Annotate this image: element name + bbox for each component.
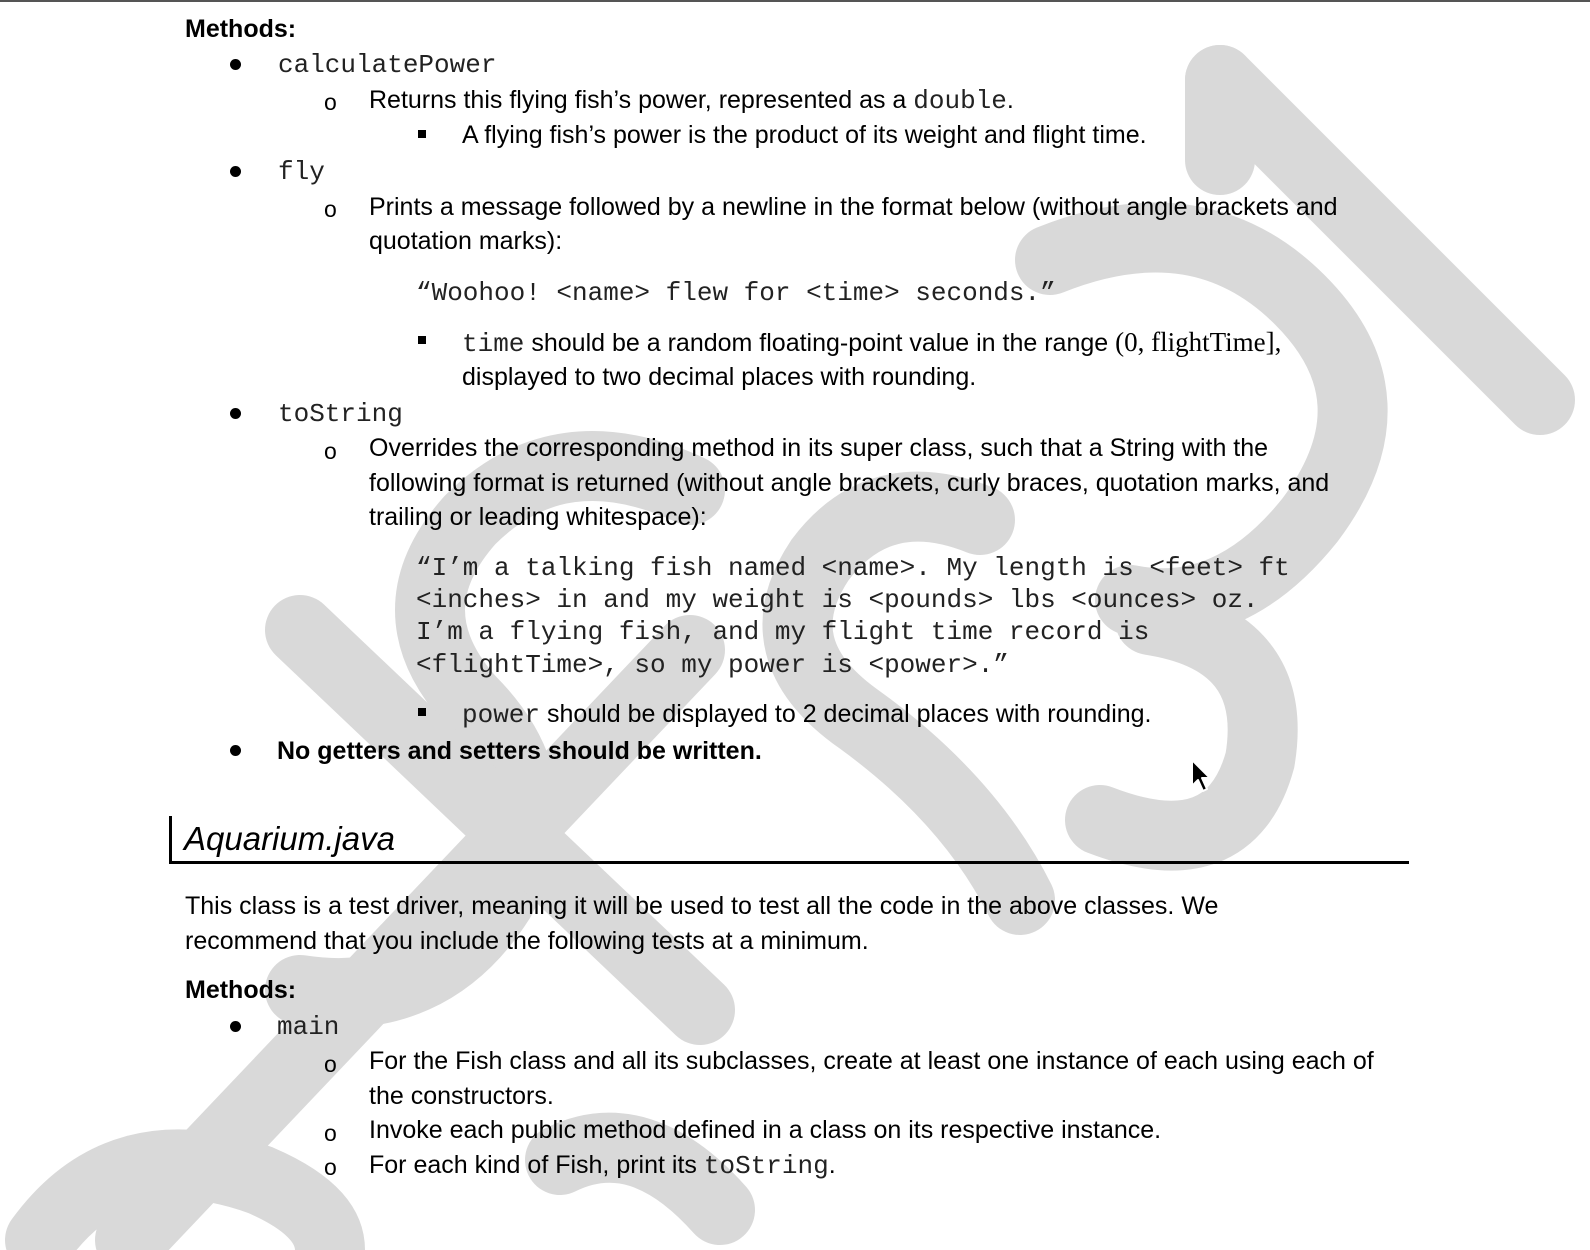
main-item1-line2: the constructors. (369, 1082, 554, 1110)
bullet-fly (230, 166, 241, 177)
time-code: time (462, 329, 525, 359)
methods-heading: Methods: (185, 15, 297, 43)
calc-desc-code: double (913, 86, 1007, 116)
main-item2: Invoke each public method defined in a class on its respective instance. (369, 1116, 1162, 1144)
sub-bullet: o (324, 89, 337, 115)
methods-heading-2: Methods: (185, 976, 297, 1004)
calc-desc-end: . (1006, 86, 1014, 114)
heading-left-bar (169, 816, 172, 863)
heading-underline (169, 861, 1409, 864)
sub-bullet: o (324, 1051, 337, 1077)
tostring-description-line3: trailing or leading whitespace): (369, 503, 707, 531)
bullet-main (230, 1021, 241, 1032)
calculate-power-description (369, 83, 1014, 118)
item3-end: . (828, 1151, 836, 1179)
sub-bullet: o (324, 196, 337, 222)
tostring-description-line1: Overrides the corresponding method in its super class, such that a String with the (369, 434, 1269, 462)
bullet-no-getters (230, 745, 241, 756)
mouse-cursor-icon (1190, 758, 1214, 794)
sub-bullet: o (324, 1154, 337, 1180)
time-range: (0, flightTime], (1115, 327, 1282, 357)
aquarium-intro-line2: recommend that you include the following tests at a minimum. (185, 927, 869, 955)
calculate-power-detail: A flying fish’s power is the product of its weight and flight time. (462, 121, 1147, 149)
item3-text: For each kind of Fish, print its (369, 1151, 704, 1179)
tostring-description-line2: following format is returned (without angle brackets, curly braces, quotation marks, and (369, 469, 1330, 497)
power-code: power (462, 700, 541, 730)
power-detail-text: should be displayed to 2 decimal places with rounding. (540, 700, 1152, 728)
method-name-calculate-power: calculatePower (278, 50, 497, 80)
tostring-format-line3: I’m a flying fish, and my flight time record is (416, 617, 1150, 647)
main-item3 (369, 1148, 836, 1183)
square-bullet (418, 708, 426, 716)
section-title-aquarium: Aquarium.java (184, 820, 395, 857)
tostring-format-line1: “I’m a talking fish named <name>. My length is <feet> ft (416, 553, 1290, 583)
item3-code: toString (703, 1151, 829, 1181)
power-detail (462, 697, 1152, 732)
fly-time-detail-line2: displayed to two decimal places with rounding. (462, 363, 977, 391)
fly-description-line2: quotation marks): (369, 227, 563, 255)
sub-bullet: o (324, 438, 337, 464)
no-getters-note: No getters and setters should be written. (277, 737, 762, 765)
fly-time-detail-line1 (462, 325, 1281, 361)
fly-description-line1: Prints a message followed by a newline in the format below (without angle brackets and (369, 193, 1338, 221)
bullet-tostring (230, 408, 241, 419)
fly-format-string: “Woohoo! <name> flew for <time> seconds.” (416, 278, 1056, 308)
main-item1-line1: For the Fish class and all its subclasses, create at least one instance of each using each of (369, 1047, 1374, 1075)
aquarium-intro-line1: This class is a test driver, meaning it will be used to test all the code in the above classes. We (185, 892, 1219, 920)
square-bullet (418, 130, 426, 138)
bullet-calculate-power (230, 59, 241, 70)
tostring-format-line4: <flightTime>, so my power is <power>.” (416, 650, 1009, 680)
method-name-tostring: toString (278, 399, 403, 429)
method-name-main: main (277, 1012, 340, 1042)
tostring-format-line2: <inches> in and my weight is <pounds> lbs <ounces> oz. (416, 585, 1259, 615)
sub-bullet: o (324, 1120, 337, 1146)
square-bullet (418, 336, 426, 344)
time-detail-text: should be a random floating-point value in the range (524, 329, 1116, 357)
calc-desc-text: Returns this flying fish’s power, represented as a (369, 86, 914, 114)
method-name-fly: fly (278, 157, 325, 187)
